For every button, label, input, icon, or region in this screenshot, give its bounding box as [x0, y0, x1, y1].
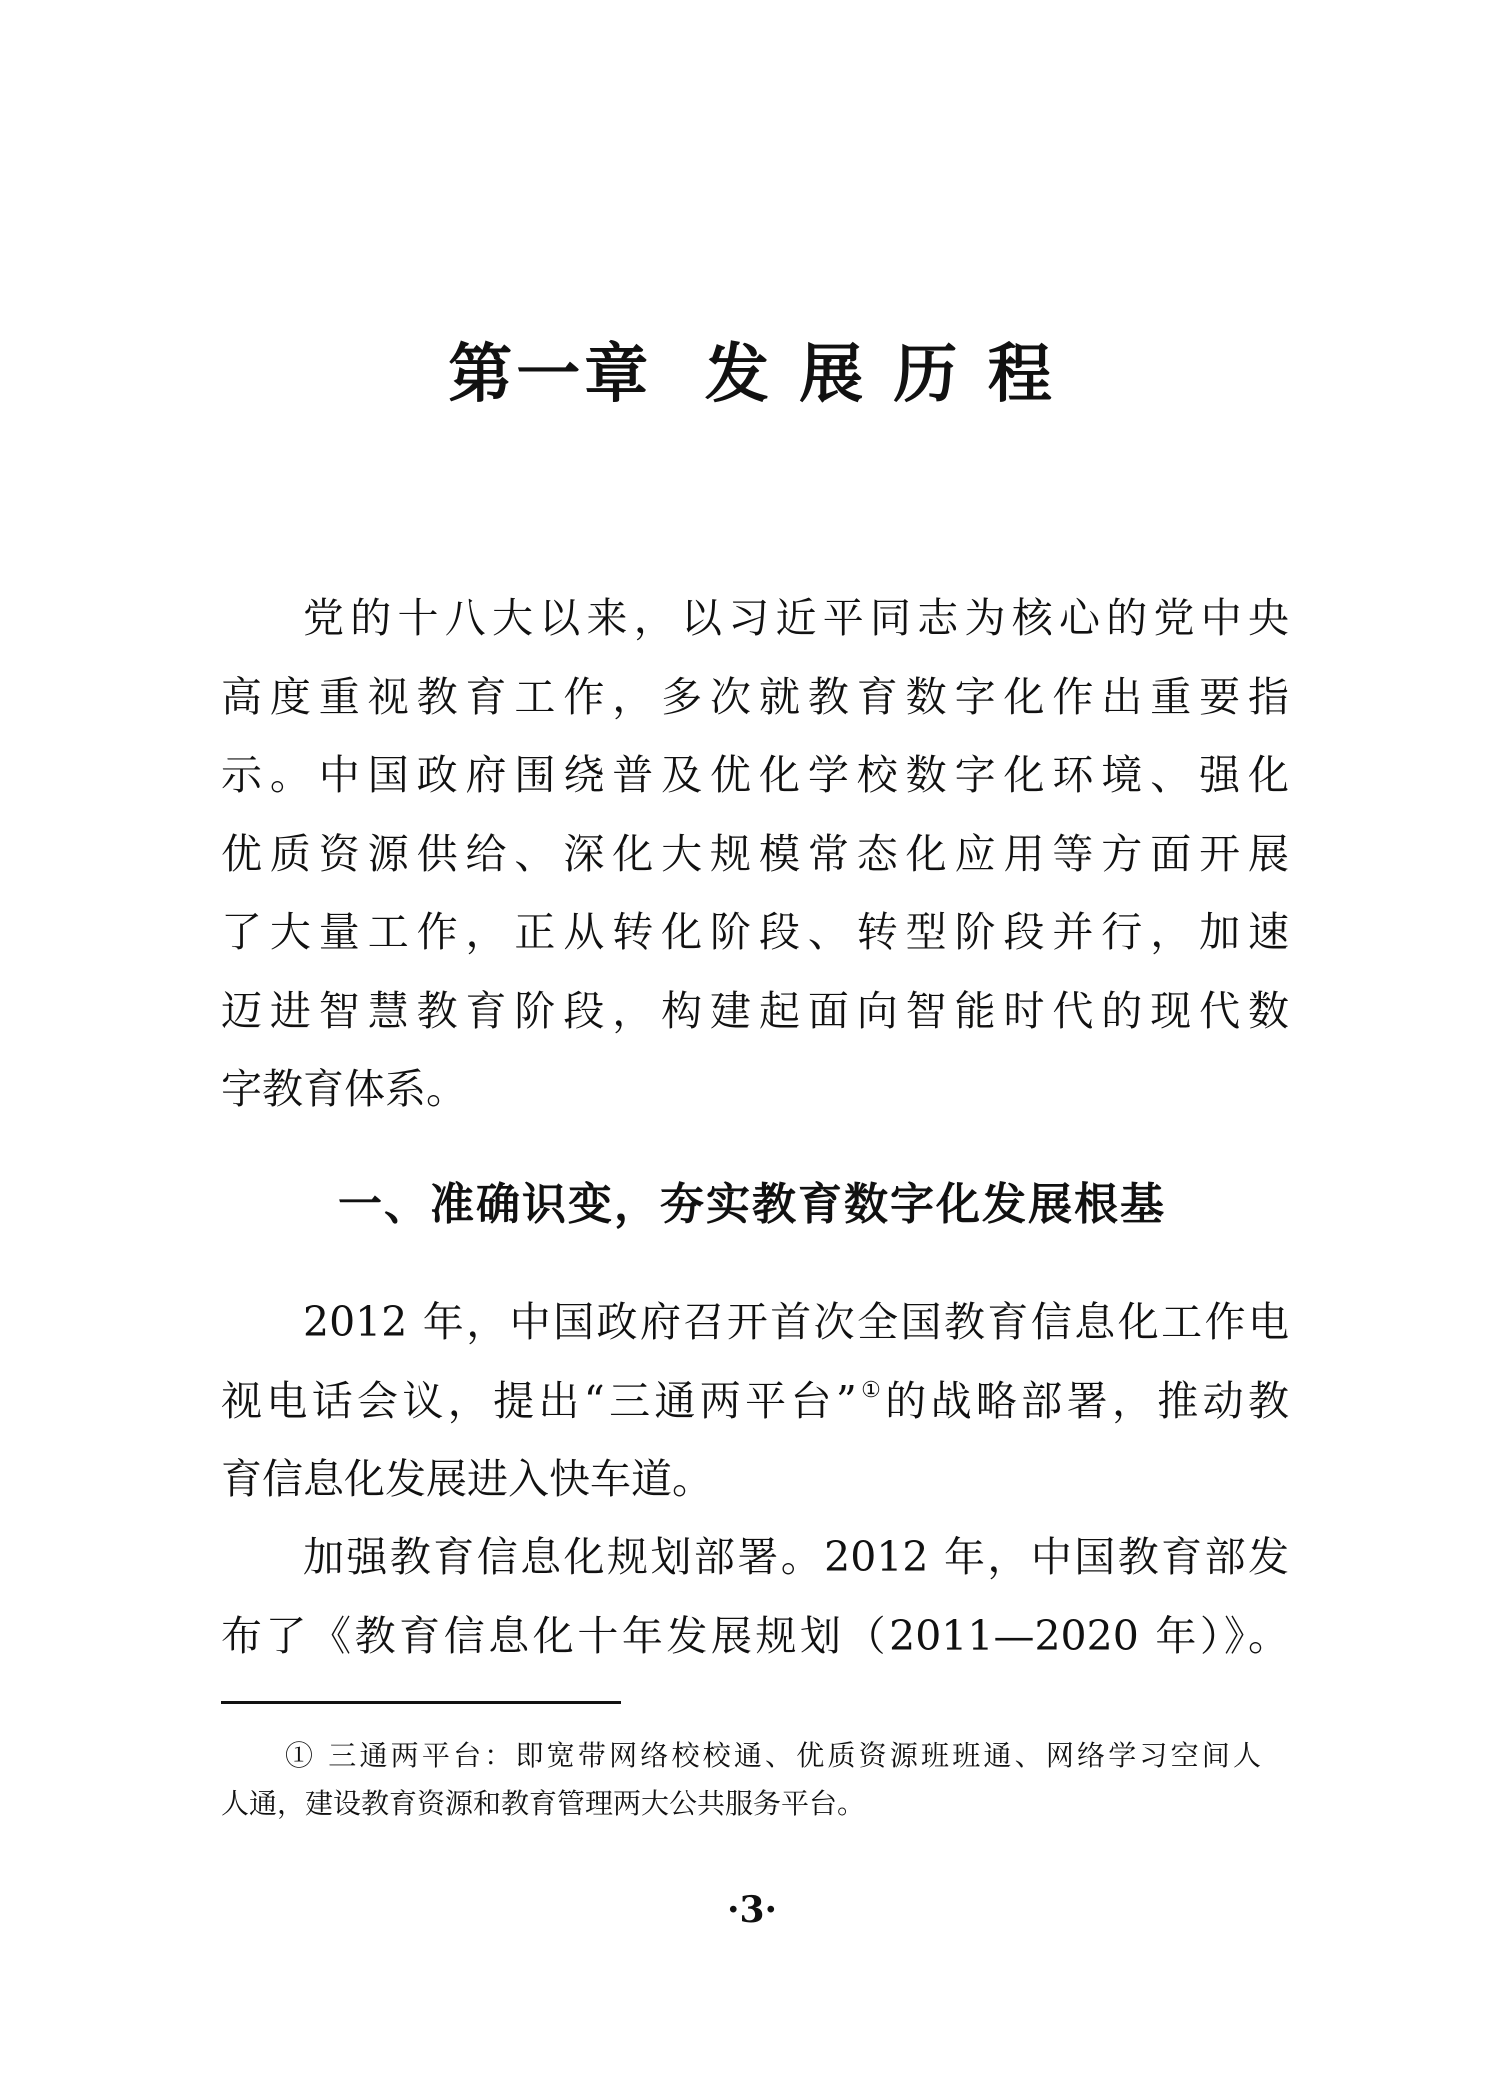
footnote-reference[interactable]: ①: [856, 1377, 886, 1403]
section-heading: 一、准确识变，夯实教育数字化发展根基: [338, 1179, 1166, 1230]
footnote-line: 人通，建设教育资源和教育管理两大公共服务平台。: [221, 1787, 866, 1820]
intro-line: 字教育体系。: [221, 1065, 467, 1113]
paragraph-line: 布了《教育信息化十年发展规划（2011—2020 年）》。: [221, 1611, 1289, 1660]
intro-line: 党的十八大以来，以习近平同志为核心的党中央: [303, 594, 1289, 642]
footnote: [221, 1732, 1261, 1828]
paragraph-text: 的战略部署，推动教: [885, 1376, 1289, 1425]
intro-line: 了大量工作，正从转化阶段、转型阶段并行，加速: [221, 908, 1289, 956]
page-number: ·3·: [726, 1889, 778, 1931]
intro-line: 迈进智慧教育阶段，构建起面向智能时代的现代数: [221, 986, 1289, 1035]
paragraph-line-with-footnote: [221, 1362, 1289, 1441]
chapter-title: 第一章 发 展 历 程: [448, 337, 1056, 412]
intro-paragraph: [221, 579, 1289, 1129]
intro-line: 示。中国政府围绕普及优化学校数字化环境、强化: [221, 751, 1289, 799]
paragraph-line: 2012 年，中国政府召开首次全国教育信息化工作电: [303, 1298, 1289, 1346]
paragraph-text: 视电话会议，提出“三通两平台”: [221, 1376, 857, 1425]
intro-line: 高度重视教育工作，多次就教育数字化作出重要指: [221, 672, 1289, 721]
paragraph-line: 育信息化发展进入快车道。: [221, 1455, 713, 1503]
paragraph-planning: [221, 1518, 1289, 1675]
paragraph-line: 加强教育信息化规划部署。2012 年，中国教育部发: [303, 1533, 1289, 1581]
footnote-line: ① 三通两平台：即宽带网络校校通、优质资源班班通、网络学习空间人: [285, 1739, 1261, 1772]
footnote-divider: [221, 1701, 621, 1704]
paragraph-2012-conference: [221, 1283, 1289, 1519]
intro-line: 优质资源供给、深化大规模常态化应用等方面开展: [221, 829, 1289, 878]
